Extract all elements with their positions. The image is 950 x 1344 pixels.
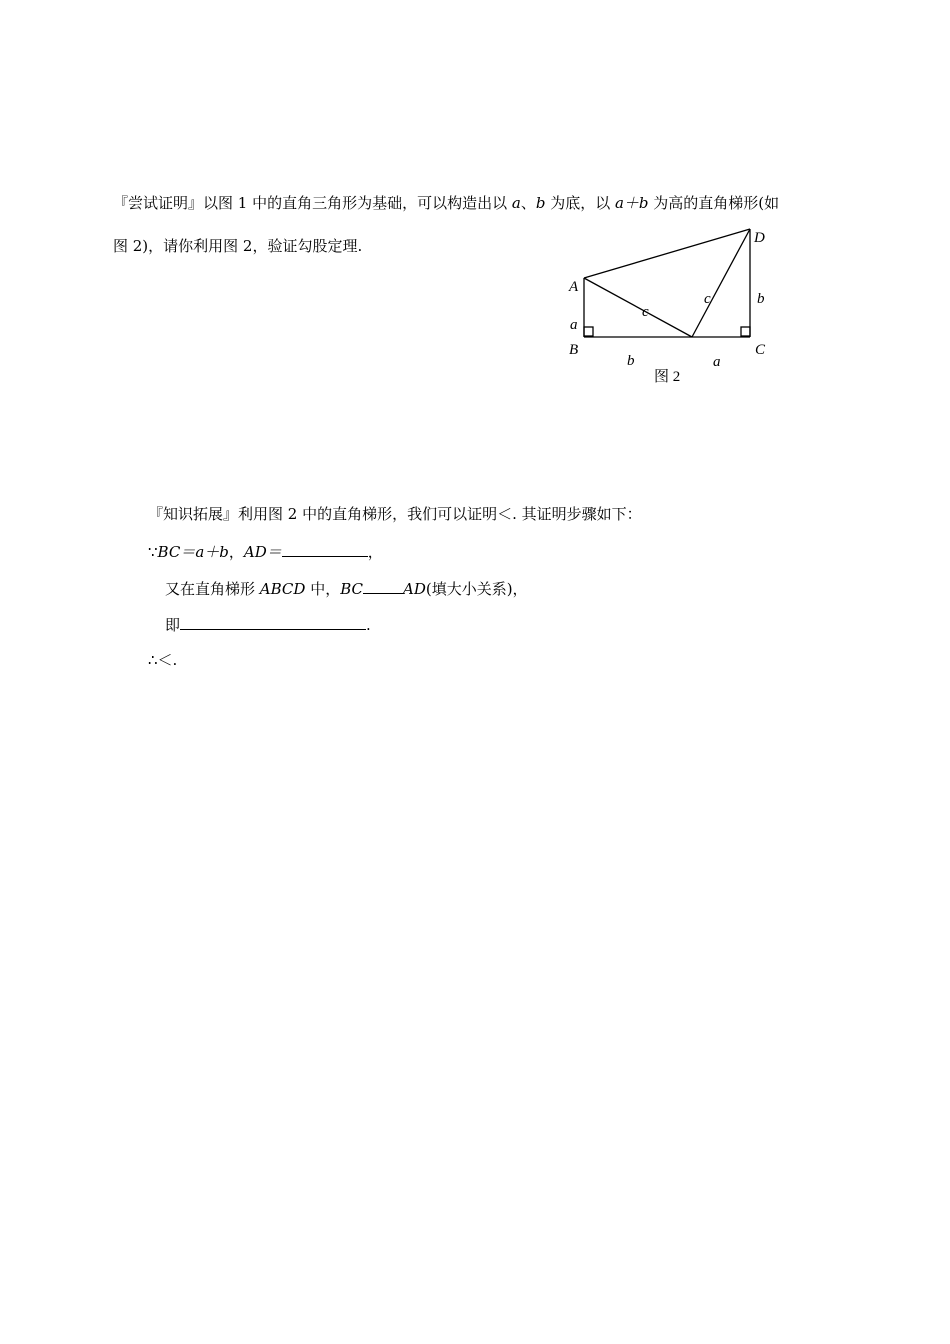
text-segment: 中，	[305, 580, 341, 598]
label-D: D	[754, 230, 765, 246]
text-segment: 『尝试证明』以图 1 中的直角三角形为基础，可以构造出以	[113, 194, 512, 212]
text-segment: 、	[520, 194, 536, 212]
text-segment: .	[366, 616, 371, 634]
expr-a-plus-b: a＋b	[614, 194, 649, 212]
label-hyp-c-right: c	[704, 291, 711, 307]
right-angle-mark-C	[741, 327, 750, 336]
label-base-b: b	[627, 353, 635, 369]
text-segment: 又在直角梯形	[165, 580, 260, 598]
proof-step-2	[165, 577, 528, 599]
figure-caption: 图 2	[654, 369, 681, 385]
text-segment: ，	[228, 543, 244, 561]
side-AD	[584, 229, 750, 278]
eq-bc: BC＝a＋b	[157, 543, 229, 561]
blank-conclusion[interactable]	[180, 613, 366, 630]
label-C: C	[755, 342, 766, 358]
hypotenuse-left	[584, 278, 692, 337]
text-segment: 为底，以	[545, 194, 615, 212]
extension-intro: 『知识拓展』利用图 2 中的直角梯形，我们可以证明＜. 其证明步骤如下：	[148, 505, 642, 523]
label-side-b: b	[757, 291, 765, 307]
label-B: B	[569, 342, 579, 358]
hypotenuse-right	[692, 229, 750, 337]
text-segment: ，	[367, 543, 383, 561]
blank-ad[interactable]	[282, 540, 368, 557]
label-hyp-c-left: c	[642, 304, 649, 320]
label-base-a: a	[713, 354, 721, 370]
try-proof-line-2: 图 2)，请你利用图 2，验证勾股定理.	[113, 237, 363, 255]
proof-step-1	[148, 540, 383, 562]
seg-ad: AD	[402, 580, 426, 598]
label-side-a: a	[570, 317, 578, 333]
figure-2-trapezoid	[0, 0, 950, 400]
blank-relation[interactable]	[363, 577, 403, 594]
text-segment: 为高的直角梯形(如	[648, 194, 780, 212]
var-b: b	[535, 194, 546, 212]
seg-bc: BC	[340, 580, 363, 598]
right-angle-mark-B	[584, 327, 593, 336]
label-A: A	[569, 279, 579, 295]
trapezoid-name: ABCD	[259, 580, 306, 598]
eq-ad: AD＝	[243, 543, 282, 561]
proof-conclusion: ∴＜.	[148, 651, 178, 669]
var-a: a	[511, 194, 521, 212]
proof-step-3	[165, 613, 371, 635]
text-segment: 即	[165, 616, 181, 634]
text-segment: (填大小关系)，	[425, 580, 528, 598]
because-symbol: ∵	[148, 543, 158, 561]
